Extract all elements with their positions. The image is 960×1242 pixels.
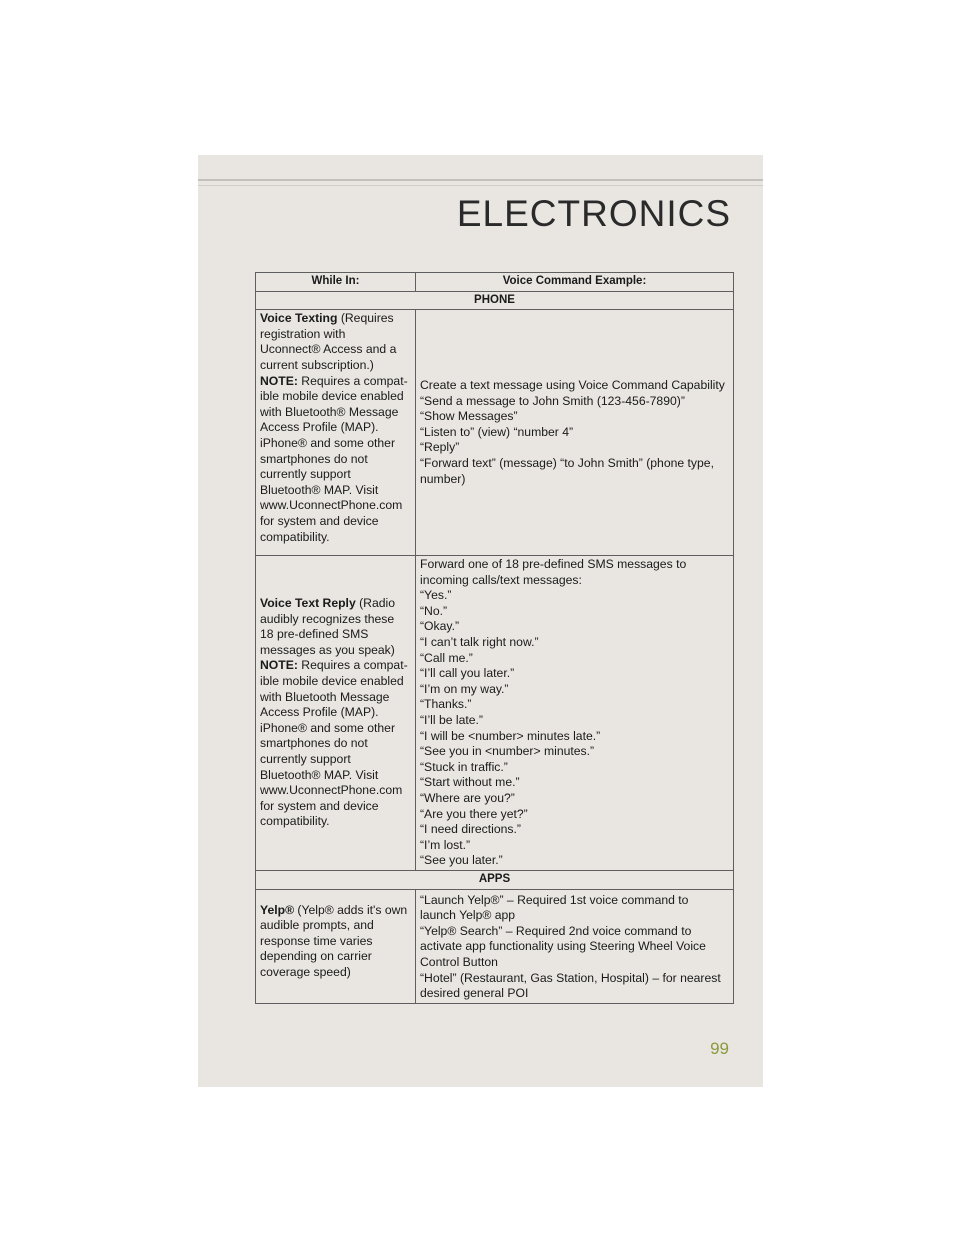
voice-text-reply-note-text: Bluetooth® MAP. Visit: [260, 767, 379, 782]
voice-text-reply-command-line: “Call me.”: [420, 650, 473, 665]
voice-texting-commands: [416, 310, 734, 556]
yelp-desc-line: coverage speed): [260, 965, 351, 980]
yelp-commands: [416, 889, 734, 1003]
header-rule: [198, 179, 763, 181]
yelp-command-line: activate app functionality using Steering Wheel Voice: [420, 939, 706, 954]
section-row-phone: [256, 291, 734, 310]
voice-texting-desc-line: (Requires: [337, 311, 394, 326]
table-header-row: [256, 273, 734, 292]
manual-page: [198, 155, 763, 1087]
voice-texting-note-text: currently support: [260, 467, 351, 482]
voice-texting-note-text: compatibility.: [260, 529, 330, 544]
voice-text-reply-note-text: iPhone® and some other: [260, 720, 396, 735]
voice-texting-desc-line: current subscription.): [260, 357, 374, 372]
voice-text-reply-label: Voice Text Reply: [260, 596, 356, 611]
voice-text-reply-command-line: “I’m lost.”: [420, 837, 471, 852]
voice-texting-desc-line: registration with: [260, 326, 346, 341]
voice-text-reply-command-line: incoming calls/text messages:: [420, 572, 582, 587]
voice-text-reply-note-text: for system and device: [260, 798, 379, 813]
yelp-label: Yelp®: [260, 902, 295, 917]
voice-text-reply-note-text: with Bluetooth Message: [260, 689, 390, 704]
yelp-cell: [256, 889, 416, 1003]
section-title: ELECTRONICS: [456, 193, 731, 234]
yelp-desc-line: depending on carrier: [260, 949, 372, 964]
voice-texting-note-text: ible mobile device enabled: [260, 389, 404, 404]
voice-texting-note-text: www.UconnectPhone.com: [260, 498, 403, 513]
voice-text-reply-note-text: www.UconnectPhone.com: [260, 783, 403, 798]
table-row: [256, 556, 734, 871]
voice-text-reply-command-line: “Yes.”: [420, 588, 452, 603]
voice-text-reply-command-line: “I’ll be late.”: [420, 713, 483, 728]
yelp-title-line: [260, 903, 411, 919]
header-rule-thin: [198, 185, 763, 186]
voice-text-reply-desc-line: messages as you speak): [260, 642, 395, 657]
voice-texting-note-text: Requires a compat-: [297, 373, 408, 388]
yelp-command-line: “Launch Yelp®” – Required 1st voice command to: [420, 892, 689, 907]
page-number: 99: [710, 1039, 729, 1058]
voice-texting-command-line: “Forward text” (message) “to John Smith” (phone type,: [420, 456, 714, 471]
voice-text-reply-desc-line: audibly recognizes these: [260, 611, 395, 626]
yelp-desc-line: (Yelp® adds it's own: [294, 902, 408, 917]
voice-text-reply-note-label: NOTE:: [260, 658, 298, 673]
voice-texting-note-line: [260, 374, 411, 390]
section-row-apps: [256, 870, 734, 889]
voice-texting-note-text: smartphones do not: [260, 451, 368, 466]
voice-texting-note-text: for system and device: [260, 513, 379, 528]
voice-texting-command-line: “Show Messages”: [420, 409, 518, 424]
yelp-desc-line: response time varies: [260, 933, 373, 948]
voice-text-reply-command-line: “See you later.”: [420, 853, 503, 868]
voice-texting-command-line: Create a text message using Voice Command Capability: [420, 378, 725, 393]
voice-texting-note-label: NOTE:: [260, 373, 298, 388]
section-label-apps: APPS: [256, 870, 734, 889]
voice-command-table: [255, 272, 734, 1004]
voice-text-reply-desc-line: 18 pre-defined SMS: [260, 627, 369, 642]
voice-text-reply-command-line: “I can’t talk right now.”: [420, 635, 539, 650]
voice-text-reply-command-line: “Are you there yet?”: [420, 806, 528, 821]
voice-texting-note-text: iPhone® and some other: [260, 435, 396, 450]
voice-texting-command-line: “Reply”: [420, 440, 460, 455]
yelp-desc-line: audible prompts, and: [260, 918, 374, 933]
voice-text-reply-command-line: “Okay.”: [420, 619, 460, 634]
voice-text-reply-command-line: “I’m on my way.”: [420, 681, 509, 696]
voice-texting-note-text: with Bluetooth® Message: [260, 404, 399, 419]
voice-texting-cell: [256, 310, 416, 556]
voice-text-reply-command-line: “No.”: [420, 603, 448, 618]
section-label-phone: PHONE: [256, 291, 734, 310]
voice-text-reply-command-line: “I will be <number> minutes late.”: [420, 728, 601, 743]
table-row: [256, 889, 734, 1003]
voice-text-reply-note-text: currently support: [260, 752, 351, 767]
voice-text-reply-command-line: “Where are you?”: [420, 791, 515, 805]
voice-text-reply-note-text: ible mobile device enabled: [260, 674, 404, 689]
voice-texting-label: Voice Texting: [260, 311, 338, 326]
table-row: [256, 310, 734, 556]
header-while-in: While In:: [256, 273, 416, 292]
yelp-command-line: “Hotel” (Restaurant, Gas Station, Hospital) – for nearest: [420, 970, 721, 985]
voice-texting-title-line: [260, 311, 411, 327]
voice-text-reply-command-line: “I’ll call you later.”: [420, 666, 515, 681]
yelp-command-line: desired general POI: [420, 986, 529, 1001]
voice-text-reply-note-text: Access Profile (MAP).: [260, 705, 379, 720]
voice-text-reply-note-text: compatibility.: [260, 814, 330, 829]
voice-text-reply-command-line: “Start without me.”: [420, 775, 520, 790]
voice-text-reply-title-line: [260, 596, 411, 612]
voice-text-reply-note-text: smartphones do not: [260, 736, 368, 751]
voice-text-reply-command-line: “See you in <number> minutes.”: [420, 744, 595, 759]
voice-text-reply-command-line: Forward one of 18 pre-defined SMS messages to: [420, 557, 687, 572]
voice-text-reply-commands: [416, 556, 734, 871]
voice-texting-command-line: number): [420, 471, 466, 486]
voice-texting-desc-line: Uconnect® Access and a: [260, 342, 397, 357]
voice-text-reply-desc-line: (Radio: [355, 596, 396, 611]
voice-texting-command-line: “Send a message to John Smith (123-456-7890)”: [420, 393, 685, 408]
voice-text-reply-command-line: “Thanks.”: [420, 697, 472, 712]
yelp-command-line: launch Yelp® app: [420, 908, 516, 923]
voice-texting-note-text: Bluetooth® MAP. Visit: [260, 482, 379, 497]
voice-text-reply-note-text: Requires a compat-: [297, 658, 408, 673]
header-voice-command: Voice Command Example:: [416, 273, 734, 292]
voice-texting-command-line: “Listen to” (view) “number 4”: [420, 424, 574, 439]
voice-text-reply-command-line: “Stuck in traffic.”: [420, 759, 508, 774]
voice-texting-note-text: Access Profile (MAP).: [260, 420, 379, 435]
voice-text-reply-cell: [256, 556, 416, 871]
yelp-command-line: Control Button: [420, 954, 498, 969]
voice-text-reply-command-line: “I need directions.”: [420, 822, 521, 837]
voice-text-reply-note-line: [260, 658, 411, 674]
yelp-command-line: “Yelp® Search” – Required 2nd voice command to: [420, 923, 692, 938]
